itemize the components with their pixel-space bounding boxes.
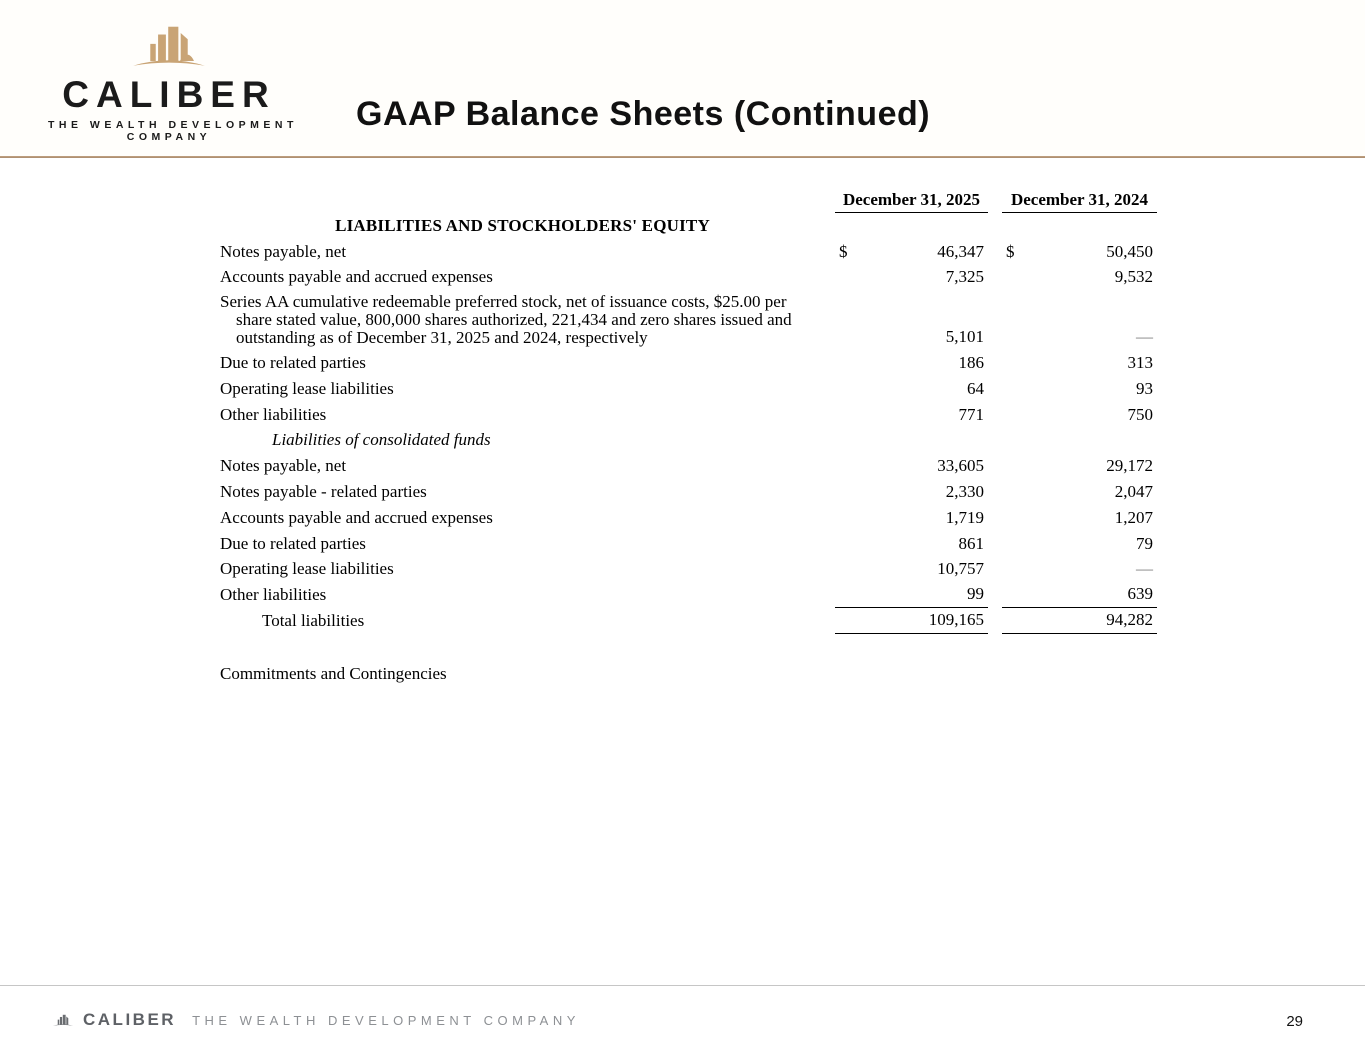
section-header: LIABILITIES AND STOCKHOLDERS' EQUITY [335,215,710,235]
row-label: Other liabilities [220,585,327,605]
value-2024 [1002,379,1157,402]
value-2025 [835,353,988,376]
header-spacer-cell [220,209,835,213]
value-2025 [835,267,988,290]
value-2024 [1002,508,1157,531]
table-row [220,531,1157,557]
table-row [220,608,1157,634]
dollar-sign: $ [839,241,848,261]
table-spacer-row [220,634,1157,661]
value-2025 [835,508,988,531]
dollar-sign: $ [1006,241,1015,261]
amount: 1,207 [1114,507,1153,527]
value-2025 [835,683,988,687]
value-2025 [835,449,988,453]
logo-tagline-line2: COMPANY [126,131,212,143]
logo-tagline-line1: THE WEALTH DEVELOPMENT [48,119,298,131]
empty-cell [1002,235,1157,239]
amount: 7,325 [945,267,984,287]
value-2025 [835,559,988,582]
row-label: Notes payable, net [220,456,347,476]
row-label: Liabilities of consolidated funds [272,430,491,450]
table-row [220,479,1157,505]
value-2025 [835,482,988,505]
amount: 186 [958,352,984,372]
amount: 313 [1127,352,1153,372]
row-label: Total liabilities [262,610,365,630]
row-label: Due to related parties [220,352,366,372]
amount: 99 [967,584,984,604]
value-2024 [1002,353,1157,376]
value-2025 [835,584,988,608]
amount: 9,532 [1114,267,1153,287]
table-row [220,350,1157,376]
value-2024 [1002,559,1157,582]
amount: 771 [958,404,984,424]
balance-sheet-table [220,186,1157,687]
building-icon [52,1012,74,1029]
value-2024 [1002,534,1157,557]
value-2025 [835,379,988,402]
value-2025 [835,534,988,557]
table-row [220,661,1157,687]
logo-brand-text: CALIBER [62,74,276,115]
empty-cell [835,235,988,239]
header-divider-rule [0,156,1365,158]
amount: 2,047 [1114,481,1153,501]
value-2024 [1002,242,1157,265]
value-2025 [835,456,988,479]
column-header-2025: December 31, 2025 [835,190,988,213]
row-label: Commitments and Contingencies [220,663,447,683]
footer-brand-text: CALIBER [83,1010,177,1029]
section-header-row [220,213,1157,239]
company-logo [48,22,298,143]
table-row [220,290,1157,350]
table-row [220,505,1157,531]
row-label: Notes payable, net [220,241,347,261]
amount: 1,719 [945,507,984,527]
value-2025 [835,242,988,265]
amount: 639 [1127,584,1153,604]
amount: 94,282 [1106,609,1153,629]
table-row [220,402,1157,428]
value-2024 [1002,327,1157,350]
amount: 46,347 [937,241,984,261]
amount: 750 [1127,404,1153,424]
value-2024 [1002,449,1157,453]
value-2024 [1002,267,1157,290]
building-icon [48,22,290,72]
value-2025 [835,405,988,428]
row-label: Operating lease liabilities [220,559,394,579]
value-2024 [1002,683,1157,687]
table-row [220,239,1157,265]
row-label: Due to related parties [220,533,366,553]
value-2024 [1002,482,1157,505]
value-2024 [1002,405,1157,428]
amount: 10,757 [937,559,984,579]
amount: 2,330 [945,481,984,501]
balance-table-rows [220,239,1157,687]
row-label: Operating lease liabilities [220,378,394,398]
table-row [220,265,1157,291]
amount: 50,450 [1106,241,1153,261]
value-2024 [1002,584,1157,608]
amount: 5,101 [945,327,984,347]
column-header-2024: December 31, 2024 [1002,190,1157,213]
footer-divider-rule [0,985,1365,986]
table-row [220,453,1157,479]
footer [0,1004,1365,1044]
row-label: Notes payable - related parties [220,481,427,501]
row-label: Series AA cumulative redeemable preferred stock, net of issuance costs, $25.00 per share stated value, 800,000 shares authorized, 221,434 and zero shares issued and outstanding as of December 31, 2025 and 2024, respectively [220,292,792,347]
table-row [220,582,1157,608]
row-label: Accounts payable and accrued expenses [220,267,493,287]
footer-tagline: THE WEALTH DEVELOPMENT COMPANY [192,1012,580,1028]
amount: — [1136,327,1153,347]
row-label: Other liabilities [220,404,327,424]
amount: 29,172 [1106,456,1153,476]
table-header-row [220,186,1157,213]
value-2025 [835,610,988,634]
table-row [220,557,1157,583]
amount: — [1136,559,1153,579]
amount: 861 [958,533,984,553]
value-2024 [1002,456,1157,479]
amount: 64 [967,378,984,398]
table-row [220,376,1157,402]
amount: 109,165 [928,609,984,629]
table-row [220,428,1157,454]
row-label: Accounts payable and accrued expenses [220,507,493,527]
amount: 93 [1136,378,1153,398]
value-2025 [835,327,988,350]
page-title: GAAP Balance Sheets (Continued) [356,94,931,133]
value-2024 [1002,610,1157,634]
amount: 33,605 [937,456,984,476]
footer-brand-block [52,1010,580,1030]
amount: 79 [1136,533,1153,553]
page-number: 29 [1286,1013,1303,1030]
